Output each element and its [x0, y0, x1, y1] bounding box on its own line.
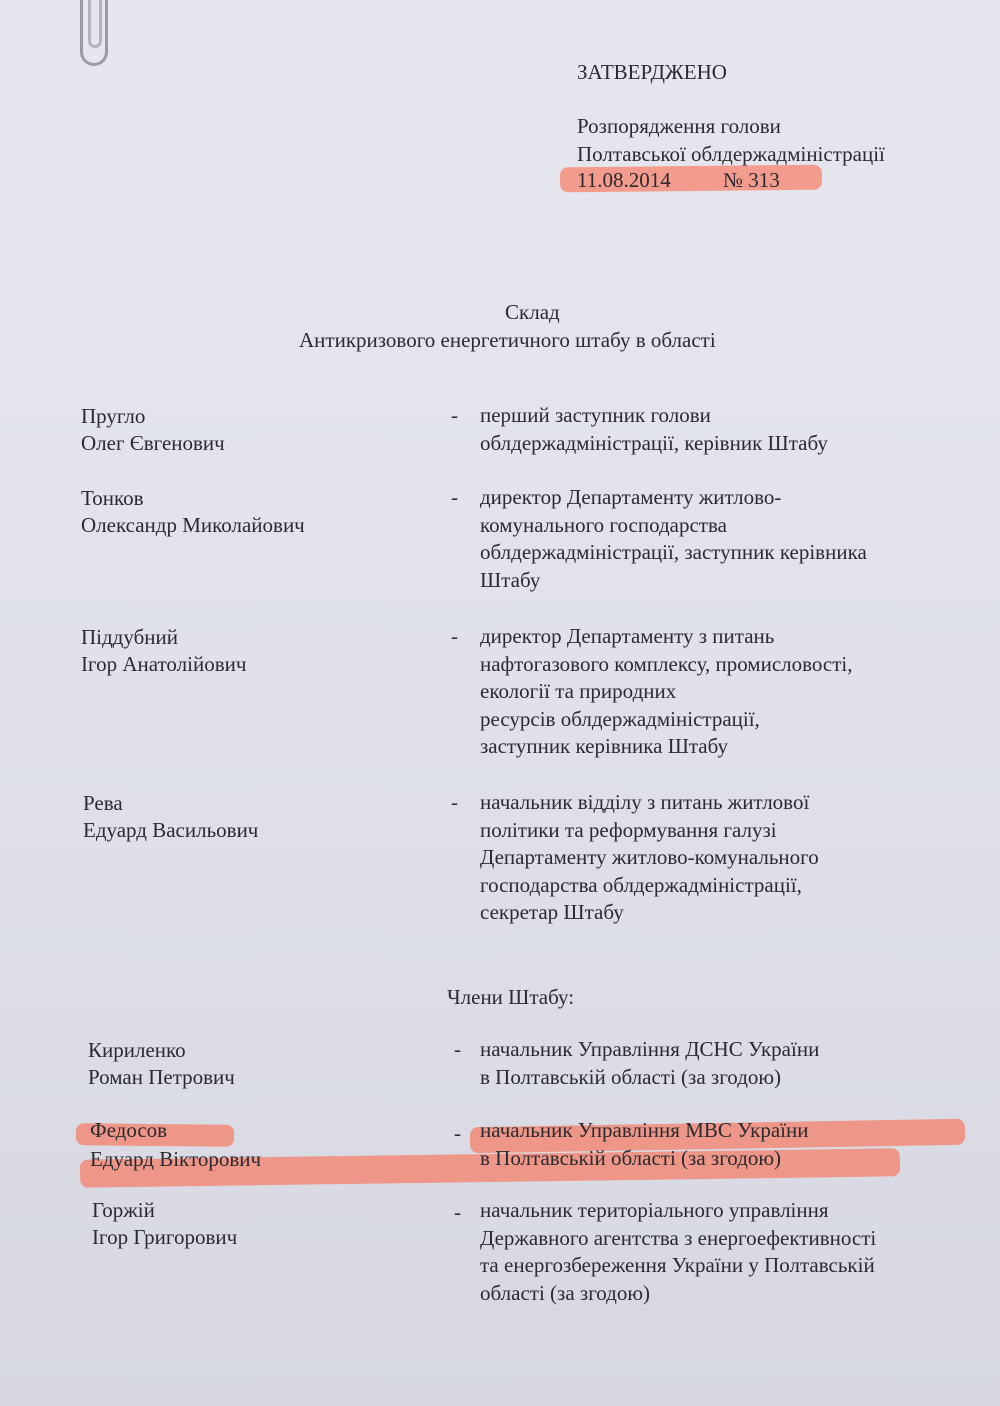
role-line: Державного агентства з енергоефективності — [480, 1225, 877, 1250]
role-line: екології та природних — [480, 679, 677, 703]
member-dash: - — [454, 1200, 461, 1224]
entry-surname: Рева — [83, 791, 123, 815]
entry-surname: Пругло — [81, 404, 146, 428]
member-surname: Горжій — [92, 1198, 155, 1222]
entry-role — [480, 789, 955, 927]
role-line: та енергозбереження України у Полтавській — [480, 1253, 875, 1277]
approval-title: ЗАТВЕРДЖЕНО — [577, 60, 727, 84]
approval-number: № 313 — [723, 168, 780, 192]
role-line: секретар Штабу — [480, 900, 624, 924]
role-line: перший заступник голови — [480, 403, 711, 427]
approval-line-2: Полтавської облдержадміністрації — [577, 142, 885, 166]
role-line: нафтогазового комплексу, промисловості, — [480, 651, 853, 676]
approval-date: 11.08.2014 — [577, 168, 671, 192]
paper-clip-inner-icon — [88, 0, 102, 48]
member-given-name: Роман Петрович — [88, 1065, 235, 1089]
role-line: начальник Управління МВС України — [480, 1118, 809, 1142]
role-line: Департаменту житлово-комунального — [480, 845, 819, 869]
member-surname: Кириленко — [88, 1038, 186, 1062]
member-given-name: Едуард Вікторович — [90, 1147, 262, 1171]
role-line: області (за згодою) — [480, 1280, 651, 1305]
role-line: політики та реформування галузі — [480, 817, 777, 842]
role-line: комунального господарства — [480, 512, 727, 537]
entry-given-name: Едуард Васильович — [83, 818, 259, 842]
member-role — [480, 1036, 955, 1091]
role-line: облдержадміністрації, керівник Штабу — [480, 430, 828, 455]
role-line: начальник Управління ДСНС України — [480, 1037, 820, 1061]
entry-surname: Піддубний — [81, 625, 178, 649]
member-surname: Федосов — [90, 1118, 168, 1142]
role-line: в Полтавській області (за згодою) — [480, 1145, 782, 1170]
entry-dash: - — [451, 485, 458, 509]
entry-dash: - — [451, 403, 458, 427]
entry-dash: - — [451, 790, 458, 814]
member-role — [480, 1197, 947, 1307]
member-role — [480, 1117, 948, 1172]
entry-dash: - — [451, 624, 458, 648]
approval-line-1: Розпорядження голови — [577, 114, 781, 138]
role-line: директор Департаменту житлово- — [480, 485, 782, 509]
heading-line-2: Антикризового енергетичного штабу в області — [299, 328, 716, 352]
role-line: начальник відділу з питань житлової — [480, 790, 810, 814]
entry-role — [480, 402, 955, 457]
heading-line-1: Склад — [505, 300, 560, 324]
role-line: ресурсів облдержадміністрації, — [480, 706, 760, 731]
member-dash: - — [454, 1037, 461, 1061]
role-line: облдержадміністрації, заступник керівника — [480, 540, 867, 564]
members-heading: Члени Штабу: — [447, 985, 575, 1009]
member-given-name: Ігор Григорович — [92, 1225, 238, 1249]
role-line: начальник територіального управління — [480, 1198, 829, 1222]
role-line: в Полтавській області (за згодою) — [480, 1064, 782, 1089]
entry-given-name: Олег Євгенович — [81, 431, 225, 455]
role-line: господарства облдержадміністрації, — [480, 872, 802, 897]
role-line: Штабу — [480, 567, 541, 592]
role-line: заступник керівника Штабу — [480, 734, 729, 758]
entry-given-name: Ігор Анатолійович — [81, 652, 247, 676]
entry-given-name: Олександр Миколайович — [81, 513, 305, 537]
entry-role — [480, 484, 955, 594]
entry-role — [480, 623, 955, 761]
entry-surname: Тонков — [81, 486, 144, 510]
role-line: директор Департаменту з питань — [480, 624, 775, 648]
member-dash: - — [454, 1121, 461, 1145]
